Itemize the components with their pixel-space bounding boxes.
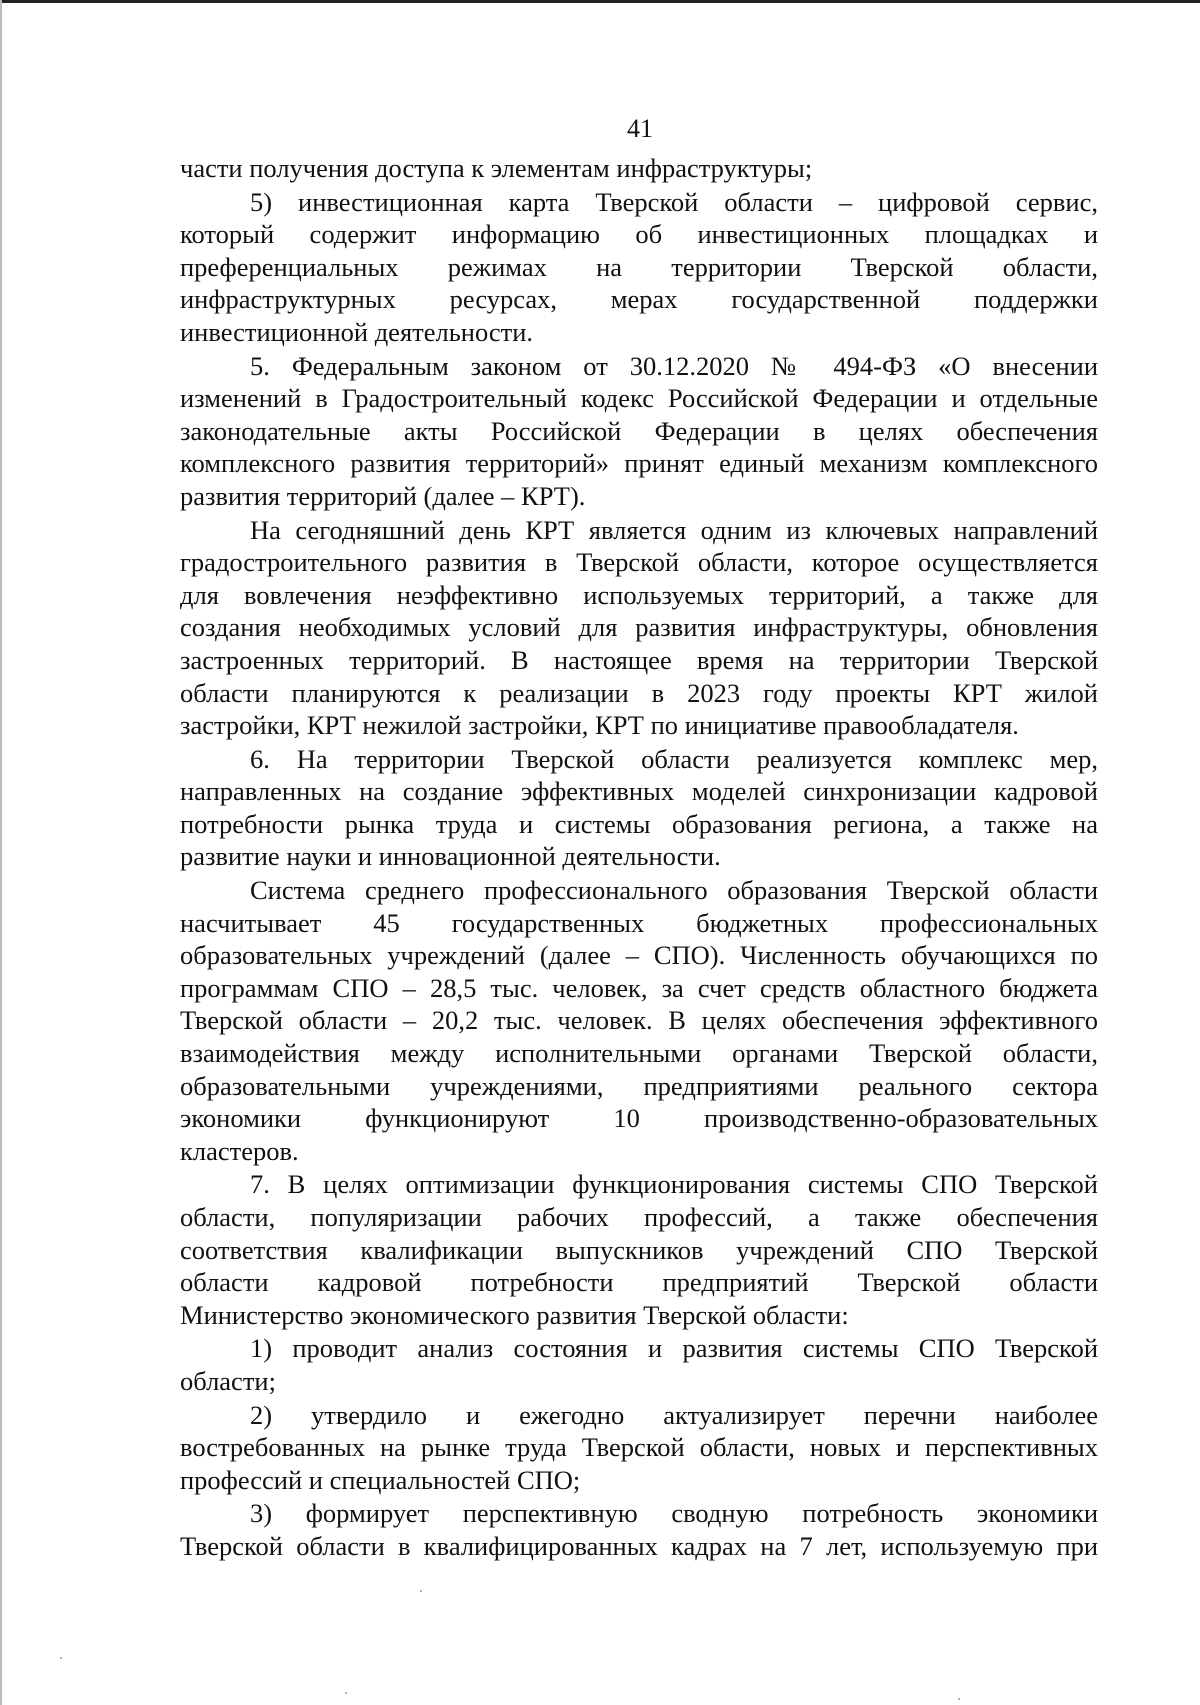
- text-line: востребованных на рынке труда Тверской области, новых и перспективных: [180, 1432, 1098, 1463]
- text-line: профессий и специальностей СПО;: [180, 1464, 581, 1495]
- scan-left-edge: [0, 0, 2, 1705]
- text-line: застройки, КРТ нежилой застройки, КРТ по инициативе правообладателя.: [180, 710, 1019, 741]
- text-line: который содержит информацию об инвестиционных площадках и: [180, 219, 1098, 250]
- scan-speck: [345, 1692, 347, 1694]
- scan-top-edge: [0, 0, 1200, 3]
- text-line: программам СПО – 28,5 тыс. человек, за счет средств областного бюджета: [180, 972, 1098, 1003]
- text-line: насчитывает 45 государственных бюджетных профессиональных: [180, 907, 1098, 938]
- scan-speck: [420, 1590, 422, 1592]
- text-line: 6. На территории Тверской области реализуется комплекс мер,: [250, 743, 1098, 774]
- text-line: области, популяризации рабочих профессий, а также обеспечения: [180, 1202, 1098, 1232]
- text-line: 3) формирует перспективную сводную потребность экономики: [250, 1498, 1098, 1529]
- text-line: градостроительного развития в Тверской области, которое осуществляется: [180, 547, 1098, 578]
- text-line: преференциальных режимах на территории Тверской области,: [180, 251, 1098, 282]
- text-line: направленных на создание эффективных моделей синхронизации кадровой: [180, 776, 1098, 807]
- text-line: потребности рынка труда и системы образования региона, а также на: [180, 808, 1098, 839]
- text-line: области кадровой потребности предприятий Тверской области: [180, 1267, 1098, 1298]
- text-line: Тверской области в квалифицированных кадрах на 7 лет, используемую при: [180, 1530, 1098, 1561]
- document-body: [180, 152, 1098, 1563]
- text-line: инфраструктурных ресурсах, мерах государственной поддержки: [180, 284, 1098, 315]
- text-line: 2) утвердило и ежегодно актуализирует перечни наиболее: [250, 1399, 1098, 1430]
- text-line: изменений в Градостроительный кодекс Российской Федерации и отдельные: [180, 383, 1098, 414]
- text-line: экономики функционируют 10 производственно-образовательных: [180, 1103, 1098, 1134]
- text-line: На сегодняшний день КРТ является одним из ключевых направлений: [250, 514, 1098, 545]
- text-line: взаимодействия между исполнительными органами Тверской области,: [180, 1038, 1098, 1069]
- text-line: 1) проводит анализ состояния и развития системы СПО Тверской: [250, 1333, 1098, 1364]
- text-line: образовательных учреждений (далее – СПО). Численность обучающихся по: [180, 940, 1098, 971]
- page-number: 41: [627, 114, 653, 143]
- text-line: образовательными учреждениями, предприятиями реального сектора: [180, 1070, 1098, 1101]
- text-line: 5) инвестиционная карта Тверской области – цифровой сервис,: [250, 186, 1098, 217]
- text-line: законодательные акты Российской Федерации в целях обеспечения: [180, 415, 1098, 446]
- text-line: застроенных территорий. В настоящее время на территории Тверской: [180, 644, 1098, 675]
- text-line: развития территорий (далее – КРТ).: [180, 480, 586, 511]
- text-line: Министерство экономического развития Тверской области:: [180, 1299, 849, 1330]
- scan-speck: [60, 1657, 62, 1659]
- text-line: для вовлечения неэффективно используемых территорий, а также для: [180, 579, 1098, 610]
- text-line: развитие науки и инновационной деятельности.: [180, 841, 721, 872]
- text-line: области;: [180, 1365, 276, 1396]
- text-line: Система среднего профессионального образования Тверской области: [250, 875, 1098, 906]
- text-line: 5. Федеральным законом от 30.12.2020 № 494-ФЗ «О внесении: [250, 350, 1098, 381]
- text-line: 7. В целях оптимизации функционирования системы СПО Тверской: [250, 1169, 1098, 1200]
- text-line: соответствия квалификации выпускников учреждений СПО Тверской: [180, 1234, 1098, 1265]
- text-line: инвестиционной деятельности.: [180, 316, 534, 347]
- text-line: Тверской области – 20,2 тыс. человек. В целях обеспечения эффективного: [180, 1005, 1098, 1036]
- text-line: кластеров.: [180, 1135, 299, 1166]
- scan-speck: [958, 1698, 960, 1700]
- text-line: части получения доступа к элементам инфраструктуры;: [180, 153, 813, 183]
- text-line: создания необходимых условий для развития инфраструктуры, обновления: [180, 612, 1098, 643]
- text-line: области планируются к реализации в 2023 году проекты КРТ жилой: [180, 677, 1098, 708]
- text-line: комплексного развития территорий» принят единый механизм комплексного: [180, 448, 1098, 479]
